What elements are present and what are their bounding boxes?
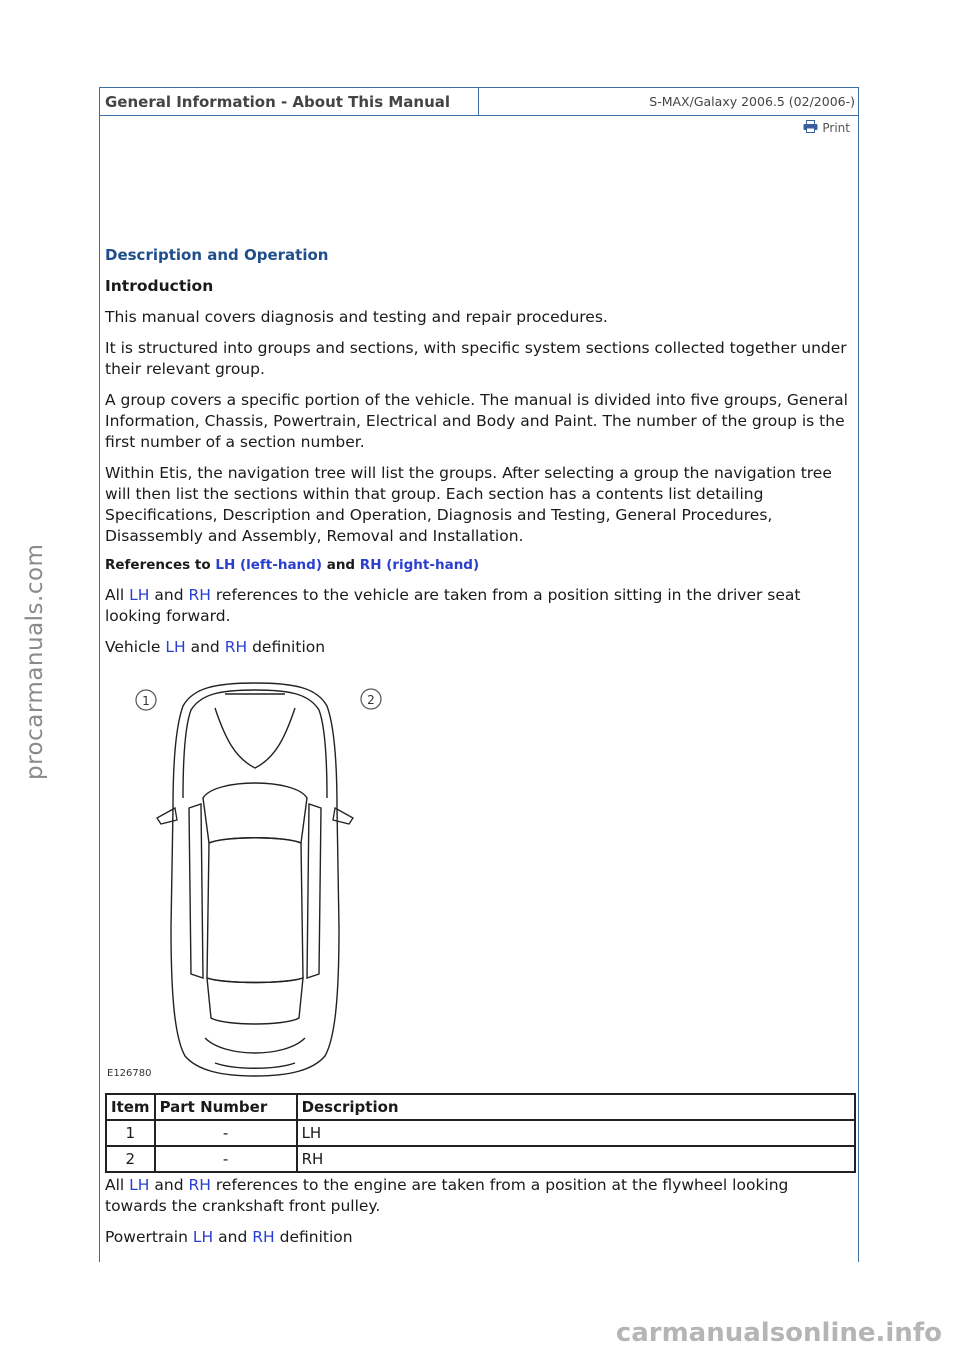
header-description: Description <box>297 1094 855 1120</box>
paragraph-4: Within Etis, the navigation tree will list the groups. After selecting a group the navigation tree will then list the sections within that group. Each section has a contents list detailing Specifications, Description and Operation, Diagnosis and Testing, General Procedures, Disassembly and Assembly, Removal and Installation. <box>105 464 832 545</box>
cell-description: LH <box>297 1120 855 1146</box>
cell-part-number: - <box>155 1120 297 1146</box>
cell-description: RH <box>297 1146 855 1172</box>
car-top-view-illustration <box>105 678 405 1083</box>
callout-1 <box>136 690 156 710</box>
references-heading <box>105 557 855 573</box>
print-label: Print <box>822 121 850 135</box>
content <box>105 246 855 1258</box>
cell-item: 2 <box>106 1146 155 1172</box>
text-all: All <box>105 586 125 604</box>
header-part-number: Part Number <box>155 1094 297 1120</box>
model-label: S-MAX/Galaxy 2006.5 (02/2006-) <box>649 94 855 109</box>
page-title: General Information - About This Manual <box>100 88 479 115</box>
def-rh: RH <box>224 638 248 656</box>
ref-prefix: References to <box>105 557 211 573</box>
text-rest: references to the vehicle are taken from a position sitting in the driver seat looking forward. <box>105 586 801 625</box>
ref-rh: RH (right-hand) <box>359 557 480 573</box>
table-row <box>106 1120 855 1146</box>
section-heading: Description and Operation <box>105 246 329 264</box>
header-row <box>100 88 858 116</box>
callout-2 <box>361 689 381 709</box>
def-prefix: Vehicle <box>105 638 161 656</box>
def-lh: LH <box>192 1228 214 1246</box>
paragraph-2: It is structured into groups and sections, with specific system sections collected together under their relevant group. <box>105 339 847 378</box>
def-and: and <box>190 638 220 656</box>
vehicle-definition <box>105 637 855 658</box>
def-lh: LH <box>165 638 186 656</box>
right-mirror <box>333 808 353 824</box>
text-and: and <box>154 1176 184 1194</box>
cell-part-number: - <box>155 1146 297 1172</box>
left-mirror <box>157 808 177 824</box>
text-rh: RH <box>188 586 211 604</box>
engine-paragraph <box>105 1175 855 1217</box>
ref-and: and <box>326 557 356 573</box>
print-button[interactable] <box>803 120 850 136</box>
def-prefix: Powertrain <box>105 1228 188 1246</box>
side-watermark: procarmanuals.com <box>22 543 48 780</box>
powertrain-definition <box>105 1227 855 1248</box>
table-header-row <box>106 1094 855 1120</box>
page-frame <box>99 87 859 1262</box>
text-all: All <box>105 1176 125 1194</box>
text-rest: references to the engine are taken from a position at the flywheel looking towards the crankshaft front pulley. <box>105 1176 789 1215</box>
def-rh: RH <box>252 1228 275 1246</box>
vehicle-figure <box>105 678 405 1083</box>
intro-heading: Introduction <box>105 277 214 295</box>
ref-lh: LH (left-hand) <box>215 557 322 573</box>
printer-icon <box>803 120 818 136</box>
svg-text:2: 2 <box>367 693 375 707</box>
car-outline <box>171 683 339 1076</box>
text-and: and <box>154 586 184 604</box>
text-lh: LH <box>129 586 150 604</box>
text-lh: LH <box>129 1176 150 1194</box>
paragraph-3: A group covers a specific portion of the vehicle. The manual is divided into five groups, General Information, Chassis, Powertrain, Electrical and Body and Paint. The number of the group is the first number of a section number. <box>105 391 848 451</box>
text-rh: RH <box>188 1176 211 1194</box>
vehicle-paragraph <box>105 585 855 627</box>
items-table <box>105 1093 856 1173</box>
paragraph-1: This manual covers diagnosis and testing and repair procedures. <box>105 308 608 326</box>
table-row <box>106 1146 855 1172</box>
cell-item: 1 <box>106 1120 155 1146</box>
header-item: Item <box>106 1094 155 1120</box>
def-suffix: definition <box>252 638 326 656</box>
svg-text:1: 1 <box>142 694 150 708</box>
bottom-watermark: carmanualsonline.info <box>615 1318 942 1348</box>
def-suffix: definition <box>279 1228 353 1246</box>
def-and: and <box>218 1228 248 1246</box>
figure-code: E126780 <box>107 1068 152 1079</box>
